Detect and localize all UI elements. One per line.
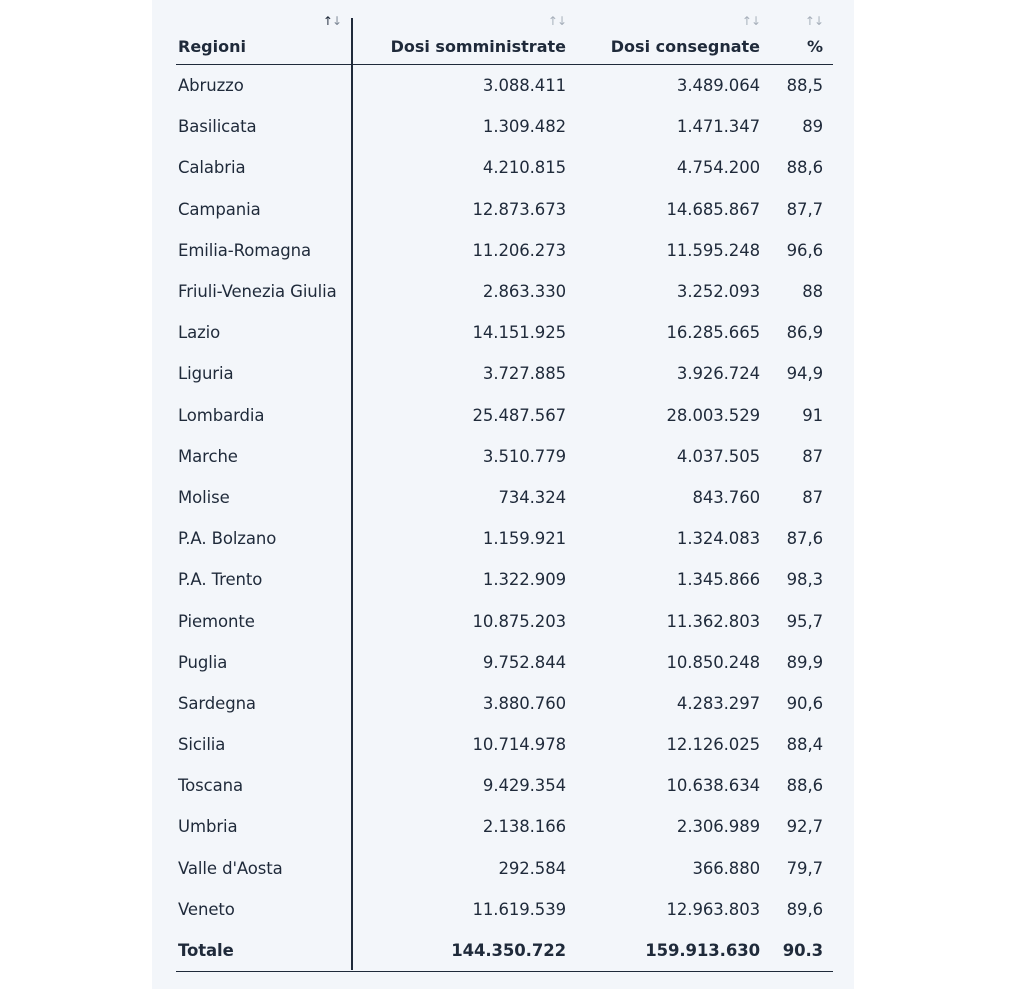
cell-administered: 3.088.411 — [482, 76, 566, 96]
cell-region: Lombardia — [178, 405, 265, 425]
cell-administered: 10.875.203 — [472, 611, 566, 631]
cell-percent: 91 — [802, 405, 823, 425]
table-row — [176, 477, 833, 518]
cell-delivered: 4.283.297 — [676, 693, 760, 713]
cell-delivered: 1.324.083 — [676, 529, 760, 549]
cell-delivered: 14.685.867 — [666, 199, 760, 219]
total-percent: 90.3 — [782, 941, 823, 961]
cell-region: Friuli-Venezia Giulia — [178, 282, 337, 302]
column-label-administered: Dosi somministrate — [390, 37, 566, 56]
column-label-delivered: Dosi consegnate — [610, 37, 760, 56]
sort-icon[interactable]: ↑↓ — [547, 14, 566, 28]
cell-administered: 11.206.273 — [472, 240, 566, 260]
table-row — [176, 683, 833, 724]
cell-percent: 87 — [802, 487, 823, 507]
table-row — [176, 65, 833, 106]
cell-administered: 1.322.909 — [482, 570, 566, 590]
cell-region: Marche — [178, 446, 238, 466]
cell-region: Sicilia — [178, 735, 226, 755]
table-body — [176, 65, 833, 930]
total-label: Totale — [178, 941, 234, 961]
cell-percent: 88,4 — [786, 735, 823, 755]
sort-icon[interactable]: ↑↓ — [322, 14, 341, 28]
cell-delivered: 12.963.803 — [666, 899, 760, 919]
cell-region: P.A. Bolzano — [178, 529, 277, 549]
column-label-percent: % — [806, 37, 823, 56]
vaccine-doses-table — [176, 0, 833, 972]
table-row — [176, 147, 833, 188]
column-divider — [351, 18, 353, 970]
cell-percent: 87,7 — [786, 199, 823, 219]
cell-delivered: 4.037.505 — [676, 446, 760, 466]
cell-delivered: 11.362.803 — [666, 611, 760, 631]
cell-delivered: 16.285.665 — [666, 323, 760, 343]
cell-administered: 10.714.978 — [472, 735, 566, 755]
cell-region: Piemonte — [178, 611, 255, 631]
cell-percent: 95,7 — [786, 611, 823, 631]
cell-region: Veneto — [178, 899, 235, 919]
cell-administered: 2.863.330 — [482, 282, 566, 302]
table-row — [176, 189, 833, 230]
table-row — [176, 518, 833, 559]
cell-administered: 11.619.539 — [472, 899, 566, 919]
cell-administered: 292.584 — [498, 858, 566, 878]
cell-delivered: 1.471.347 — [676, 117, 760, 137]
table-row — [176, 353, 833, 394]
table-row — [176, 230, 833, 271]
total-delivered: 159.913.630 — [645, 941, 760, 961]
cell-delivered: 3.489.064 — [676, 76, 760, 96]
table-bottom-border — [176, 971, 833, 972]
column-header-administered[interactable] — [376, 0, 566, 64]
cell-region: Lazio — [178, 323, 221, 343]
table-row — [176, 806, 833, 847]
table-row — [176, 848, 833, 889]
table-row — [176, 765, 833, 806]
cell-administered: 2.138.166 — [482, 817, 566, 837]
table-row — [176, 559, 833, 600]
cell-percent: 90,6 — [786, 693, 823, 713]
cell-percent: 94,9 — [786, 364, 823, 384]
cell-percent: 88,6 — [786, 776, 823, 796]
cell-delivered: 10.850.248 — [666, 652, 760, 672]
cell-administered: 12.873.673 — [472, 199, 566, 219]
cell-administered: 3.727.885 — [482, 364, 566, 384]
cell-region: Valle d'Aosta — [178, 858, 283, 878]
cell-region: P.A. Trento — [178, 570, 263, 590]
cell-administered: 3.510.779 — [482, 446, 566, 466]
column-header-region[interactable] — [176, 0, 348, 64]
cell-percent: 79,7 — [786, 858, 823, 878]
cell-region: Sardegna — [178, 693, 256, 713]
cell-percent: 89,6 — [786, 899, 823, 919]
cell-region: Basilicata — [178, 117, 257, 137]
cell-delivered: 2.306.989 — [676, 817, 760, 837]
cell-region: Campania — [178, 199, 261, 219]
cell-region: Umbria — [178, 817, 238, 837]
cell-percent: 96,6 — [786, 240, 823, 260]
cell-delivered: 366.880 — [692, 858, 760, 878]
cell-percent: 92,7 — [786, 817, 823, 837]
cell-percent: 89 — [802, 117, 823, 137]
cell-delivered: 28.003.529 — [666, 405, 760, 425]
table-row — [176, 312, 833, 353]
table-row — [176, 271, 833, 312]
sort-icon[interactable]: ↑↓ — [804, 14, 823, 28]
cell-administered: 3.880.760 — [482, 693, 566, 713]
table-header — [176, 0, 833, 65]
cell-delivered: 1.345.866 — [676, 570, 760, 590]
table-row — [176, 106, 833, 147]
cell-administered: 14.151.925 — [472, 323, 566, 343]
cell-delivered: 10.638.634 — [666, 776, 760, 796]
cell-region: Puglia — [178, 652, 228, 672]
cell-delivered: 3.926.724 — [676, 364, 760, 384]
table-panel — [152, 0, 854, 989]
cell-region: Emilia-Romagna — [178, 240, 311, 260]
cell-administered: 1.309.482 — [482, 117, 566, 137]
sort-icon[interactable]: ↑↓ — [741, 14, 760, 28]
column-header-delivered[interactable] — [576, 0, 760, 64]
cell-administered: 25.487.567 — [472, 405, 566, 425]
cell-administered: 4.210.815 — [482, 158, 566, 178]
table-row — [176, 395, 833, 436]
table-row — [176, 724, 833, 765]
column-header-percent[interactable] — [770, 0, 823, 64]
cell-percent: 88,6 — [786, 158, 823, 178]
cell-region: Abruzzo — [178, 76, 244, 96]
cell-percent: 87,6 — [786, 529, 823, 549]
table-row — [176, 600, 833, 641]
cell-delivered: 3.252.093 — [676, 282, 760, 302]
cell-percent: 88 — [802, 282, 823, 302]
cell-administered: 9.752.844 — [482, 652, 566, 672]
table-row — [176, 436, 833, 477]
cell-region: Calabria — [178, 158, 246, 178]
cell-delivered: 11.595.248 — [666, 240, 760, 260]
table-row — [176, 889, 833, 930]
cell-percent: 88,5 — [786, 76, 823, 96]
cell-administered: 734.324 — [498, 487, 566, 507]
table-row — [176, 642, 833, 683]
cell-region: Toscana — [178, 776, 244, 796]
cell-percent: 86,9 — [786, 323, 823, 343]
cell-region: Liguria — [178, 364, 234, 384]
cell-percent: 87 — [802, 446, 823, 466]
cell-percent: 98,3 — [786, 570, 823, 590]
cell-administered: 1.159.921 — [482, 529, 566, 549]
cell-delivered: 843.760 — [692, 487, 760, 507]
cell-percent: 89,9 — [786, 652, 823, 672]
cell-delivered: 12.126.025 — [666, 735, 760, 755]
table-row-total — [176, 930, 833, 971]
cell-delivered: 4.754.200 — [676, 158, 760, 178]
column-label-region: Regioni — [178, 37, 246, 56]
cell-region: Molise — [178, 487, 230, 507]
cell-administered: 9.429.354 — [482, 776, 566, 796]
total-administered: 144.350.722 — [451, 941, 566, 961]
